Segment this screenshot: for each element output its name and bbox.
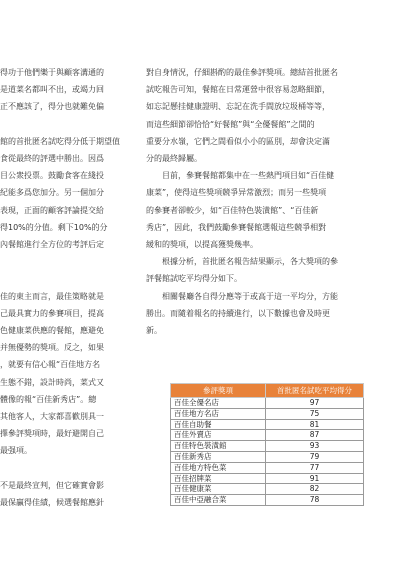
award-category-cell: 百佳地方名店	[171, 408, 266, 419]
award-category-cell: 百佳新秀店	[171, 451, 266, 462]
text-line: 其他客人，大家都喜歡別具一	[0, 412, 104, 422]
text-line: 館的首批匿名試吃得分低于期望值	[0, 136, 120, 146]
average-score-cell: 97	[266, 398, 364, 409]
table-row	[171, 495, 364, 506]
text-line	[0, 116, 128, 133]
text-line: 根據分析，首批匿名報告結果顯示，各大獎項的參	[146, 257, 338, 267]
average-score-cell: 93	[266, 441, 364, 452]
average-score-cell: 81	[266, 419, 364, 430]
award-category-cell: 百佳中亞融合菜	[171, 495, 266, 506]
text-line: 佳的東主而言，最佳策略就是	[0, 291, 104, 301]
header-award-category: 參評獎項	[171, 384, 266, 398]
text-line: 生態不錯，設計時尚，菜式又	[0, 377, 104, 387]
table-row	[171, 441, 364, 452]
table-row	[171, 398, 364, 409]
table-row	[171, 408, 364, 419]
table-row	[171, 451, 364, 462]
award-category-cell: 百佳全優名店	[171, 398, 266, 409]
award-category-cell: 百佳健康菜	[171, 484, 266, 495]
award-category-cell: 百佳外賣店	[171, 430, 266, 441]
text-line: 目前，參賽餐館都集中在一些熱門項目如“百佳健	[146, 171, 335, 181]
text-line: 表現，正面的顧客評論提交給	[0, 205, 104, 215]
text-line: 最保贏得佳績，候選餐館應針	[0, 498, 104, 508]
text-line: 勝出。而隨着報名的持續進行，以下數據也會及時更	[146, 308, 330, 318]
text-line: 是道菜名都叫不出，或竭力回	[0, 85, 104, 95]
text-line: 內餐館進行全方位的考評后定	[0, 240, 104, 250]
average-score-cell: 91	[266, 473, 364, 484]
text-line: ，就要有信心報“百佳地方名	[0, 360, 101, 370]
text-line: 得10%的分值。剩下10%的分	[0, 222, 108, 232]
average-score-cell: 77	[266, 462, 364, 473]
text-line: 食從最終的評選中勝出。因爲	[0, 154, 104, 163]
text-line: 重要分水嶺，它們之間看似小小的區別，却會決定滿	[146, 136, 330, 146]
text-line	[0, 270, 128, 287]
text-line	[0, 253, 128, 270]
text-line: 的參賽者卻較少，如“百佳特色裝潢館”、“百佳新	[146, 205, 319, 215]
text-line: 新。	[146, 326, 162, 336]
right-text-column	[146, 64, 386, 339]
text-line: 康菜”，使得這些獎項競爭异常激烈；而另一些獎項	[146, 188, 327, 198]
text-line: 相關餐廳各自得分應等于或高于這一平均分，方能	[146, 291, 338, 301]
table-row	[171, 419, 364, 430]
text-line: 而這些細節卻恰恰“好餐館”與“全優餐館”之間的	[146, 119, 315, 129]
average-score-cell: 79	[266, 451, 364, 462]
average-score-cell: 82	[266, 484, 364, 495]
text-line	[0, 460, 128, 477]
text-line: 紀能多爲您加分。另一個加分	[0, 188, 104, 198]
award-category-cell: 百佳地方特色菜	[171, 462, 266, 473]
text-line: 如忘記懸挂健康證明、忘記在洗手間放垃圾桶等等，	[146, 102, 330, 112]
table-row	[171, 484, 364, 495]
text-line: 并無優勢的獎項。反之，如果	[0, 343, 104, 353]
text-line: 試吃報告可知，餐館在日常運營中很容易忽略細節，	[146, 85, 330, 95]
text-line: 體像的報“百佳新秀店”。總	[0, 394, 97, 404]
table-body	[171, 398, 364, 506]
text-line: 擇參評獎項時，最好避開自己	[0, 429, 104, 439]
award-category-cell: 百佳招牌菜	[171, 473, 266, 484]
text-line: 正不應該了，得分也就難免偏	[0, 102, 104, 112]
text-line: 秀店”，因此，我們鼓勵參賽餐館選報這些競爭相對	[146, 222, 327, 232]
text-line: 不是最終宣判，但它確實會影	[0, 480, 104, 490]
text-line: 評餐館試吃平均得分如下。	[146, 274, 242, 284]
left-text-column	[0, 64, 128, 511]
average-score-cell: 87	[266, 430, 364, 441]
table-row	[171, 462, 364, 473]
text-line: 緩和的獎項，以提高獲獎幾率。	[146, 240, 258, 250]
text-line: 最强項。	[0, 446, 32, 456]
award-score-table	[170, 383, 364, 506]
text-line: 得功于他們樂于與顧客溝通的	[0, 68, 104, 77]
award-category-cell: 百佳自助餐	[171, 419, 266, 430]
text-line: 對自身情況，仔細斟酌的最佳參評獎項。總結首批匿名	[146, 68, 338, 77]
table-header-row	[171, 384, 364, 398]
text-line: 色健康菜供應的餐館，應避免	[0, 326, 104, 335]
text-line: 目公衆投票。鼓勵食客在綫投	[0, 171, 104, 181]
average-score-cell: 78	[266, 495, 364, 506]
table-row	[171, 430, 364, 441]
table-row	[171, 473, 364, 484]
text-line: 分的最終歸屬。	[146, 154, 202, 164]
text-line: 己最具實力的參賽項目，提高	[0, 308, 104, 318]
header-average-score: 首批匿名試吃平均得分	[266, 384, 364, 398]
award-category-cell: 百佳特色裝潢館	[171, 441, 266, 452]
average-score-cell: 75	[266, 408, 364, 419]
